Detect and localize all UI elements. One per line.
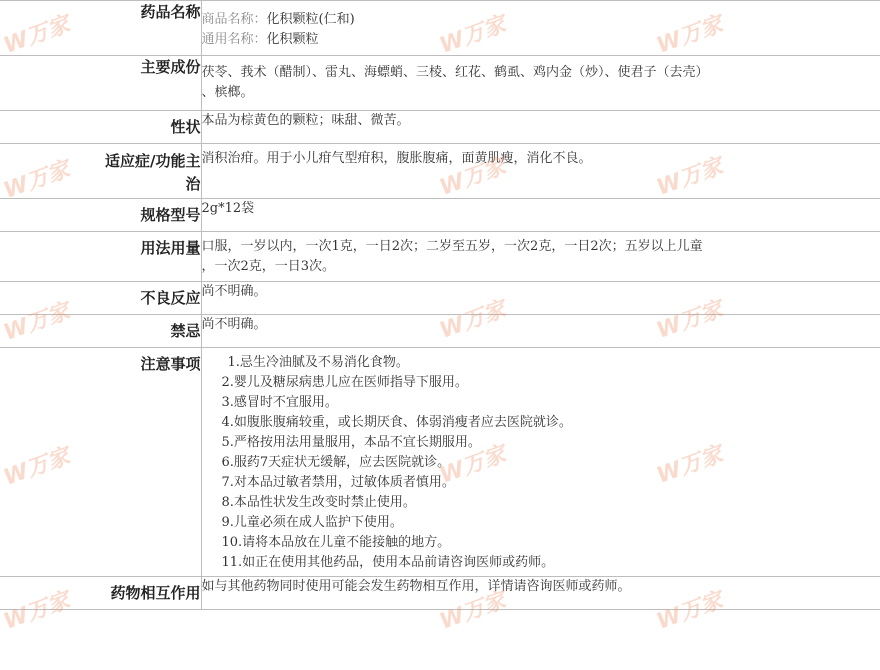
value-adverse: 尚不明确。 <box>201 282 880 315</box>
label-spec: 规格型号 <box>0 199 201 232</box>
value-spec: 2g*12袋 <box>201 199 880 232</box>
label-adverse: 不良反应 <box>0 282 201 315</box>
row-contra <box>0 315 880 348</box>
usage-line-2: ，一次2克，一日3次。 <box>201 259 336 274</box>
value-contra: 尚不明确。 <box>201 315 880 348</box>
label-precautions: 注意事项 <box>0 348 201 577</box>
watermark-logo: W万家 <box>0 11 74 59</box>
precaution-item: 6.服药7天症状无缓解，应去医院就诊。 <box>221 455 451 470</box>
ingredients-line-2: 、槟榔。 <box>201 85 254 100</box>
watermark-logo: W万家 <box>653 11 727 59</box>
precaution-item: 7.对本品过敏者禁用，过敏体质者慎用。 <box>221 475 455 490</box>
value-interaction: 如与其他药物同时使用可能会发生药物相互作用，详情请咨询医师或药师。 <box>201 577 880 610</box>
watermark-logo: W万家 <box>0 156 74 204</box>
precaution-item: 5.严格按用法用量服用，本品不宜长期服用。 <box>221 435 481 450</box>
trade-name-value: 化积颗粒(仁和) <box>266 12 355 27</box>
precaution-item: 3.感冒时不宜服用。 <box>221 395 338 410</box>
label-interaction: 药物相互作用 <box>0 577 201 610</box>
label-drug-name: 药品名称 <box>0 1 201 56</box>
row-drug-name <box>0 1 880 56</box>
row-precautions <box>0 348 880 577</box>
ingredients-line-1: 茯苓、莪术（醋制）、雷丸、海螵蛸、三棱、红花、鹤虱、鸡内金（炒）、使君子（去壳） <box>201 65 709 80</box>
watermark-logo: W万家 <box>0 443 74 491</box>
generic-name-prefix: 通用名称： <box>201 32 267 47</box>
indication-label-line-1: 适应症/功能主 <box>105 152 201 170</box>
watermark-logo: W万家 <box>436 153 510 201</box>
value-precautions <box>201 348 880 577</box>
label-indication <box>0 144 201 199</box>
precaution-item: 2.婴儿及糖尿病患儿应在医师指导下服用。 <box>221 375 468 390</box>
trade-name-prefix: 商品名称： <box>201 12 267 27</box>
value-drug-name <box>201 1 880 56</box>
row-interaction <box>0 577 880 610</box>
precaution-item: 1.忌生冷油腻及不易消化食物。 <box>227 355 409 370</box>
indication-label-line-2: 治 <box>185 175 201 193</box>
value-character: 本品为棕黄色的颗粒；味甜、微苦。 <box>201 111 880 144</box>
value-indication: 消积治疳。用于小儿疳气型疳积，腹胀腹痛，面黄肌瘦，消化不良。 <box>201 144 880 199</box>
watermark-logo: W万家 <box>653 296 727 344</box>
precaution-item: 4.如腹胀腹痛较重，或长期厌食、体弱消瘦者应去医院就诊。 <box>221 415 572 430</box>
precaution-item: 8.本品性状发生改变时禁止使用。 <box>221 495 416 510</box>
label-character: 性状 <box>0 111 201 144</box>
precaution-item: 11.如正在使用其他药品，使用本品前请咨询医师或药师。 <box>221 555 555 570</box>
watermark-logo: W万家 <box>436 296 510 344</box>
watermark-logo: W万家 <box>653 441 727 489</box>
usage-line-1: 口服，一岁以内，一次1克，一日2次；二岁至五岁，一次2克，一日2次；五岁以上儿童 <box>201 239 703 254</box>
watermark-logo: W万家 <box>436 11 510 59</box>
row-spec <box>0 199 880 232</box>
row-character <box>0 111 880 144</box>
row-adverse <box>0 282 880 315</box>
row-usage <box>0 232 880 282</box>
row-ingredients <box>0 56 880 111</box>
row-indication <box>0 144 880 199</box>
watermark-logo: W万家 <box>653 587 727 635</box>
watermark-logo: W万家 <box>653 153 727 201</box>
watermark-logo: W万家 <box>436 587 510 635</box>
label-contra: 禁忌 <box>0 315 201 348</box>
value-usage <box>201 232 880 282</box>
value-ingredients <box>201 56 880 111</box>
watermark-logo: W万家 <box>0 587 74 635</box>
watermark-logo: W万家 <box>436 441 510 489</box>
generic-name-value: 化积颗粒 <box>266 32 319 47</box>
precaution-item: 9.儿童必须在成人监护下使用。 <box>221 515 403 530</box>
precaution-item: 10.请将本品放在儿童不能接触的地方。 <box>221 535 451 550</box>
label-ingredients: 主要成份 <box>0 56 201 111</box>
watermark-logo: W万家 <box>0 298 74 346</box>
label-usage: 用法用量 <box>0 232 201 282</box>
